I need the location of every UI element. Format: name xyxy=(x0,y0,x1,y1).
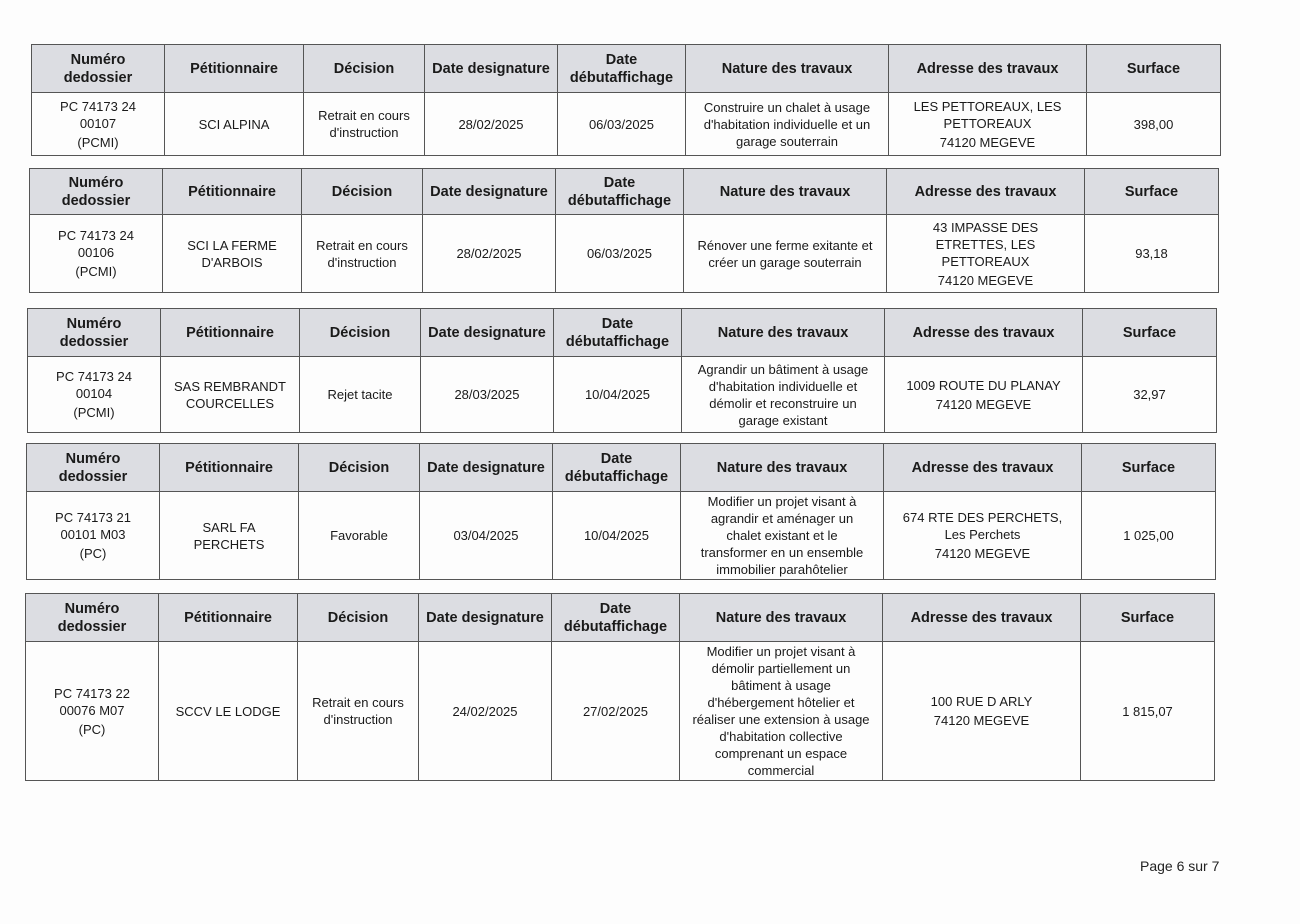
nature-travaux xyxy=(680,642,883,781)
date-affichage: 06/03/2025 xyxy=(556,215,684,293)
header-date-signature xyxy=(420,444,553,492)
header-date-affichage xyxy=(558,45,686,93)
header-date-affichage-line: Date début xyxy=(564,450,633,485)
header-date-affichage-line: affichage xyxy=(607,192,672,209)
header-date-signature xyxy=(425,45,558,93)
surface: 93,18 xyxy=(1085,215,1219,293)
surface: 1 815,07 xyxy=(1081,642,1215,781)
nature-travaux-line: démolir partiellement un xyxy=(711,661,851,676)
adresse-travaux-line: 674 RTE DES PERCHETS, xyxy=(902,510,1063,525)
header-numero xyxy=(30,169,163,215)
adresse-travaux-line: ETRETTES, LES xyxy=(935,236,1036,252)
nature-travaux xyxy=(682,357,885,433)
dossier-number-line: PC 74173 24 xyxy=(58,228,134,243)
adresse-travaux-line: 74120 MEGEVE xyxy=(933,713,1030,728)
header-decision: Décision xyxy=(300,309,421,357)
nature-travaux-line: d'habitation collective xyxy=(719,729,843,744)
permit-record-table xyxy=(25,593,1215,781)
dossier-number-line: (PCMI) xyxy=(77,134,119,150)
nature-travaux-line: créer un garage souterrain xyxy=(708,254,862,270)
adresse-travaux xyxy=(883,642,1081,781)
header-nature: Nature des travaux xyxy=(681,444,884,492)
page-number: Page 6 sur 7 xyxy=(1140,858,1220,874)
header-adresse: Adresse des travaux xyxy=(887,169,1085,215)
header-row xyxy=(28,309,1217,357)
permit-record-table xyxy=(26,443,1216,580)
decision-line: Favorable xyxy=(330,528,388,543)
date-signature: 03/04/2025 xyxy=(420,492,553,580)
nature-travaux-line: Modifier un projet visant à xyxy=(706,644,856,659)
header-nature: Nature des travaux xyxy=(686,45,889,93)
header-numero-line: dossier xyxy=(76,333,129,350)
adresse-travaux-line: Les Perchets xyxy=(944,527,1021,542)
table-row xyxy=(32,93,1221,156)
header-surface: Surface xyxy=(1087,45,1221,93)
header-nature: Nature des travaux xyxy=(680,594,883,642)
date-signature: 28/02/2025 xyxy=(423,215,556,293)
adresse-travaux-line: 74120 MEGEVE xyxy=(935,396,1032,412)
decision-line: Retrait en cours xyxy=(312,695,404,710)
decision-line: d'instruction xyxy=(323,712,393,727)
dossier-number-line: PC 74173 24 xyxy=(60,98,136,114)
header-surface: Surface xyxy=(1083,309,1217,357)
header-adresse: Adresse des travaux xyxy=(884,444,1082,492)
adresse-travaux-line: 100 RUE D ARLY xyxy=(930,694,1033,709)
petitionnaire xyxy=(160,492,299,580)
date-affichage: 10/04/2025 xyxy=(554,357,682,433)
header-petitionnaire: Pétitionnaire xyxy=(160,444,299,492)
header-date-signature-line: signature xyxy=(480,324,546,341)
petitionnaire xyxy=(163,215,302,293)
petitionnaire-line: SCI ALPINA xyxy=(198,116,270,132)
nature-travaux xyxy=(684,215,887,293)
nature-travaux-line: comprenant un espace xyxy=(714,746,848,761)
date-signature: 28/02/2025 xyxy=(425,93,558,156)
nature-travaux-line: démolir et reconstruire un xyxy=(709,395,857,411)
nature-travaux-line: Rénover une ferme exitante et xyxy=(697,237,873,253)
dossier-number-line: 00101 M03 xyxy=(60,527,126,542)
nature-travaux-line: Agrandir un bâtiment à usage xyxy=(697,361,869,377)
header-adresse: Adresse des travaux xyxy=(885,309,1083,357)
date-signature: 28/03/2025 xyxy=(421,357,554,433)
header-date-signature-line: signature xyxy=(482,183,548,200)
petitionnaire-line: SCCV LE LODGE xyxy=(175,703,281,719)
header-surface: Surface xyxy=(1082,444,1216,492)
header-numero xyxy=(32,45,165,93)
adresse-travaux-line: 43 IMPASSE DES xyxy=(932,219,1039,235)
dossier-number-line: PC 74173 22 xyxy=(54,685,130,701)
header-petitionnaire: Pétitionnaire xyxy=(163,169,302,215)
header-numero-line: Numéro de xyxy=(63,51,126,86)
nature-travaux-line: immobilier parahôtelier xyxy=(716,562,848,577)
date-affichage: 06/03/2025 xyxy=(558,93,686,156)
header-petitionnaire: Pétitionnaire xyxy=(161,309,300,357)
header-adresse: Adresse des travaux xyxy=(883,594,1081,642)
header-date-signature xyxy=(419,594,552,642)
nature-travaux-line: garage existant xyxy=(738,412,828,428)
header-date-affichage xyxy=(553,444,681,492)
header-date-affichage-line: Date début xyxy=(565,315,634,350)
nature-travaux-line: d'habitation individuelle et un xyxy=(703,116,871,132)
nature-travaux-line: d'hébergement hôtelier et xyxy=(707,695,855,710)
header-date-signature-line: Date de xyxy=(426,609,479,626)
adresse-travaux xyxy=(884,492,1082,580)
dossier-number-line: 00106 xyxy=(77,245,115,260)
header-date-signature-line: Date de xyxy=(428,324,481,341)
decision xyxy=(300,357,421,433)
table-row xyxy=(28,357,1217,433)
header-row xyxy=(27,444,1216,492)
decision-line: d'instruction xyxy=(329,125,399,140)
header-row xyxy=(30,169,1219,215)
dossier-number-line: PC 74173 21 xyxy=(55,510,131,525)
nature-travaux-line: transformer en un ensemble xyxy=(700,545,864,560)
adresse-travaux-line: 74120 MEGEVE xyxy=(934,546,1031,561)
header-row xyxy=(26,594,1215,642)
dossier-number xyxy=(26,642,159,781)
table-row xyxy=(26,642,1215,781)
adresse-travaux-line: PETTOREAUX xyxy=(941,253,1030,269)
date-affichage: 27/02/2025 xyxy=(552,642,680,781)
dossier-number-line: (PC) xyxy=(78,721,106,737)
surface: 1 025,00 xyxy=(1082,492,1216,580)
header-date-signature-line: signature xyxy=(484,60,550,77)
header-date-signature-line: Date de xyxy=(430,183,483,200)
header-decision: Décision xyxy=(299,444,420,492)
header-date-signature-line: signature xyxy=(479,459,545,476)
header-numero-line: Numéro de xyxy=(58,450,121,485)
header-petitionnaire: Pétitionnaire xyxy=(165,45,304,93)
decision-line: Retrait en cours xyxy=(316,237,408,253)
header-numero xyxy=(27,444,160,492)
dossier-number xyxy=(28,357,161,433)
dossier-number-line: 00107 xyxy=(79,115,117,131)
table-row xyxy=(30,215,1219,293)
dossier-number-line: 00076 M07 xyxy=(59,702,125,718)
nature-travaux-line: bâtiment à usage xyxy=(731,678,831,693)
header-date-signature-line: signature xyxy=(478,609,544,626)
nature-travaux-line: commercial xyxy=(747,763,815,778)
header-adresse: Adresse des travaux xyxy=(889,45,1087,93)
header-date-signature xyxy=(423,169,556,215)
decision xyxy=(304,93,425,156)
surface: 32,97 xyxy=(1083,357,1217,433)
header-date-signature-line: Date de xyxy=(427,459,480,476)
decision-line: Rejet tacite xyxy=(327,387,393,402)
dossier-number xyxy=(30,215,163,293)
header-nature: Nature des travaux xyxy=(682,309,885,357)
header-numero-line: dossier xyxy=(75,468,128,485)
permit-record-table xyxy=(27,308,1217,433)
header-surface: Surface xyxy=(1081,594,1215,642)
adresse-travaux-line: LES PETTOREAUX, LES xyxy=(913,98,1062,114)
adresse-travaux-line: 74120 MEGEVE xyxy=(937,272,1034,288)
nature-travaux-line: agrandir et aménager un xyxy=(710,511,854,526)
adresse-travaux-line: 1009 ROUTE DU PLANAY xyxy=(906,377,1061,393)
date-affichage: 10/04/2025 xyxy=(553,492,681,580)
petitionnaire xyxy=(165,93,304,156)
header-decision: Décision xyxy=(302,169,423,215)
header-decision: Décision xyxy=(304,45,425,93)
header-numero-line: dossier xyxy=(78,192,131,209)
nature-travaux xyxy=(686,93,889,156)
header-numero-line: dossier xyxy=(80,69,133,86)
decision xyxy=(302,215,423,293)
petitionnaire xyxy=(159,642,298,781)
header-numero xyxy=(28,309,161,357)
header-numero-line: Numéro de xyxy=(61,174,124,209)
petitionnaire-line: SCI LA FERME xyxy=(187,237,277,253)
adresse-travaux xyxy=(885,357,1083,433)
petitionnaire-line: SARL FA xyxy=(202,519,256,535)
header-petitionnaire: Pétitionnaire xyxy=(159,594,298,642)
dossier-number-line: PC 74173 24 xyxy=(56,369,132,384)
nature-travaux-line: chalet existant et le xyxy=(726,528,838,543)
header-surface: Surface xyxy=(1085,169,1219,215)
adresse-travaux xyxy=(889,93,1087,156)
dossier-number-line: (PC) xyxy=(79,546,107,561)
header-decision: Décision xyxy=(298,594,419,642)
header-date-affichage-line: affichage xyxy=(605,333,670,350)
petitionnaire-line: PERCHETS xyxy=(193,536,265,552)
permit-record-table xyxy=(29,168,1219,293)
decision xyxy=(299,492,420,580)
nature-travaux-line: Construire un chalet à usage xyxy=(703,99,871,115)
adresse-travaux-line: PETTOREAUX xyxy=(943,115,1032,131)
petitionnaire xyxy=(161,357,300,433)
adresse-travaux-line: 74120 MEGEVE xyxy=(939,134,1036,150)
header-date-signature-line: Date de xyxy=(432,60,485,77)
header-date-affichage-line: Date début xyxy=(567,174,636,209)
header-date-affichage xyxy=(556,169,684,215)
header-date-affichage-line: Date début xyxy=(569,51,638,86)
decision-line: d'instruction xyxy=(327,254,397,270)
nature-travaux-line: garage souterrain xyxy=(736,133,838,149)
decision xyxy=(298,642,419,781)
nature-travaux-line: Modifier un projet visant à xyxy=(707,494,857,509)
date-signature: 24/02/2025 xyxy=(419,642,552,781)
header-date-affichage-line: Date début xyxy=(563,600,632,635)
header-date-affichage-line: affichage xyxy=(604,468,669,485)
dossier-number-line: (PCMI) xyxy=(73,405,115,420)
header-date-signature xyxy=(421,309,554,357)
dossier-number xyxy=(27,492,160,580)
dossier-number-line: 00104 xyxy=(75,386,113,401)
header-date-affichage xyxy=(554,309,682,357)
header-date-affichage xyxy=(552,594,680,642)
dossier-number-line: (PCMI) xyxy=(75,264,117,279)
header-numero-line: dossier xyxy=(74,618,127,635)
petitionnaire-line: COURCELLES xyxy=(185,395,275,411)
petitionnaire-line: D'ARBOIS xyxy=(201,254,263,270)
dossier-number xyxy=(32,93,165,156)
table-row xyxy=(27,492,1216,580)
header-date-affichage-line: affichage xyxy=(609,69,674,86)
nature-travaux-line: d'habitation individuelle et xyxy=(708,378,858,394)
adresse-travaux xyxy=(887,215,1085,293)
header-numero-line: Numéro de xyxy=(57,600,120,635)
header-numero-line: Numéro de xyxy=(59,315,122,350)
header-date-affichage-line: affichage xyxy=(603,618,668,635)
decision-line: Retrait en cours xyxy=(318,108,410,123)
nature-travaux-line: réaliser une extension à usage xyxy=(692,712,870,727)
header-numero xyxy=(26,594,159,642)
header-nature: Nature des travaux xyxy=(684,169,887,215)
nature-travaux xyxy=(681,492,884,580)
header-row xyxy=(32,45,1221,93)
permit-record-table xyxy=(31,44,1221,156)
surface: 398,00 xyxy=(1087,93,1221,156)
petitionnaire-line: SAS REMBRANDT xyxy=(174,378,286,394)
